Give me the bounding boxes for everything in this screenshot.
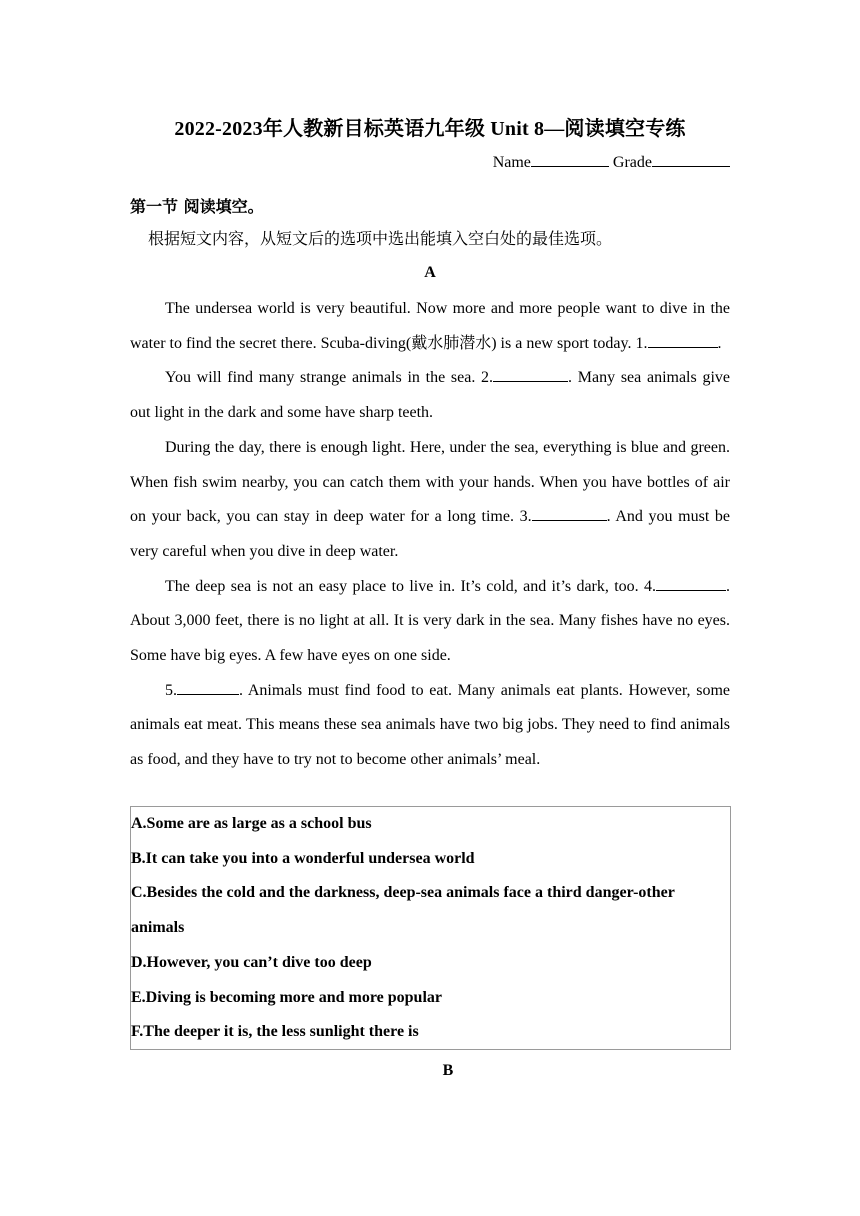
paragraph-2: You will find many strange animals in the sea. 2. . Many sea animals give out light in the dark and some have sharp teeth. [130,361,730,430]
document-title: 2022-2023年人教新目标英语九年级 Unit 8—阅读填空专练 [174,118,686,140]
passage-a-heading: A [424,264,436,281]
name-label: Name [492,154,531,171]
option-f: F.The deeper it is, the less sunlight there is [131,1023,419,1041]
answer-blank-5 [177,676,239,695]
paragraph-5: 5. . Animals must find food to eat. Many animals eat plants. However, some animals eat meat. This means these sea animals have two big jobs. They need to find animals as food, and they have to try not to become other animals’ meal. [130,674,730,778]
paragraph-3: During the day, there is enough light. Here, under the sea, everything is blue and green. When fish swim nearby, you can catch them with your hands. When you have bottles of air on your back, you can stay in deep water for a long time. 3. . And you must be very careful when you dive in deep water. [130,438,731,560]
option-e: E.Diving is becoming more and more popular [131,988,442,1006]
option-b: B.It can take you into a wonderful undersea world [131,849,475,867]
passage-b-heading: B [442,1062,454,1079]
options-box [130,806,731,1050]
instruction-text: 根据短文内容，从短文后的选项中选出能填入空白处的最佳选项。 [148,229,613,248]
name-blank [531,152,609,167]
option-d: D.However, you can’t dive too deep [131,953,372,971]
answer-blank-3 [532,502,607,521]
paragraph-4: The deep sea is not an easy place to live in. It’s cold, and it’s dark, too. 4. . About 3,000 feet, there is no light at all. It is very dark in the sea. Many fishes have no eyes. Some have big eyes. A few have eyes on one side. [130,570,730,674]
option-a: A.Some are as large as a school bus [131,815,372,832]
grade-blank [652,152,730,167]
passage-a [130,292,730,778]
grade-label: Grade [612,154,652,171]
answer-blank-2 [493,363,568,382]
section-heading: 第一节 阅读填空。 [130,197,264,216]
name-grade-line [493,152,730,172]
paragraph-1: The undersea world is very beautiful. Now more and more people want to dive in the water to find the secret there. Scuba-diving(戴水肺潜水) is a new sport today. 1. . [130,300,730,352]
answer-blank-1 [648,329,718,348]
answer-blank-4 [656,572,726,591]
option-c: C.Besides the cold and the darkness, deep-sea animals face a third danger-other animals [131,884,675,937]
